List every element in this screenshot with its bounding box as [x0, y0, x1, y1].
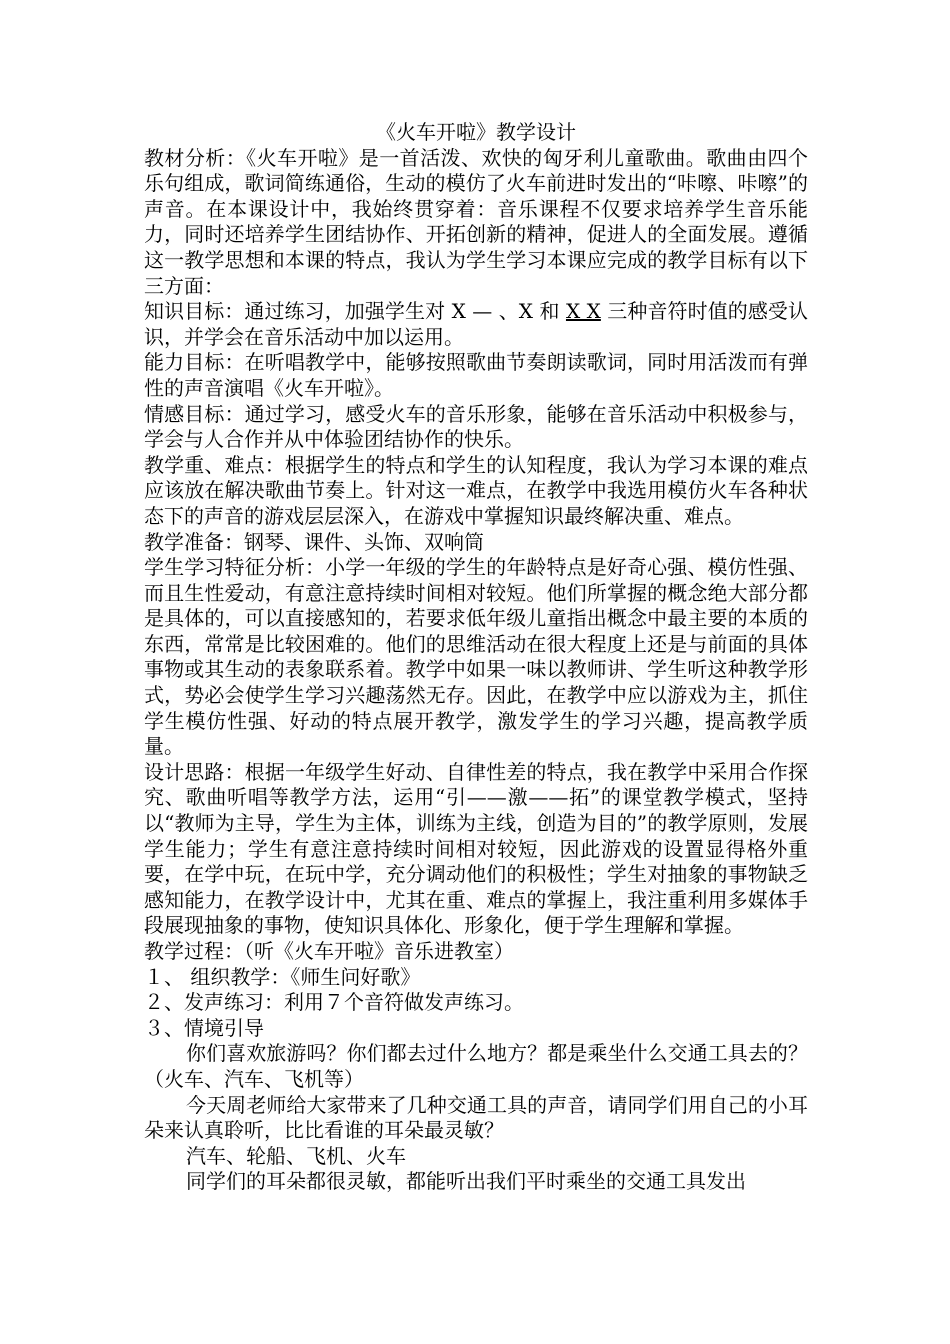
knowledge-goal-suffix: 三种音符时值的感受认识，并学会在音乐活动中加以运用。 — [144, 299, 808, 349]
document-page — [144, 120, 808, 1195]
process-heading: 教学过程：（听《火车开啦》音乐进教室） — [144, 939, 514, 963]
ability-goal-paragraph: 能力目标：在听唱教学中，能够按照歌曲节奏朗读歌词，同时用活泼而有弹性的声音演唱《火车开啦》。 — [144, 350, 808, 400]
process-step-3: ３、情境引导 — [144, 1015, 264, 1040]
knowledge-goal-paragraph — [144, 299, 808, 350]
ears-paragraph: 同学们的耳朵都很灵敏，都能听出我们平时乘坐的交通工具发出 — [186, 1169, 746, 1194]
knowledge-goal-prefix: 知识目标：通过练习，加强学生对 X — 、X 和 — [144, 299, 566, 324]
preparation-paragraph: 教学准备：钢琴、课件、头饰、双响筒 — [144, 529, 484, 554]
question-listen-paragraph: 今天周老师给大家带来了几种交通工具的声音，请同学们用自己的小耳朵来认真聆听，比比看谁的耳朵最灵敏？ — [144, 1092, 808, 1143]
analysis-paragraph: 教材分析：《火车开啦》是一首活泼、欢快的匈牙利儿童歌曲。歌曲由四个乐句组成，歌词简练通俗，生动的模仿了火车前进时发出的“咔嚓、咔嚓”的声音。在本课设计中，我始终贯穿着：音乐课程不仅要求培养学生音乐能力，同时还培养学生团结协作、开拓创新的精神，促进人的全面发展。遵循这一教学思想和本课的特点，我认为学生学习本课应完成的教学目标有以下三方面： — [144, 145, 808, 298]
question-travel-paragraph: 你们喜欢旅游吗？你们都去过什么地方？都是乘坐什么交通工具去的？（火车、汽车、飞机等） — [144, 1041, 808, 1091]
learner-analysis-paragraph: 学生学习特征分析：小学一年级的学生的年龄特点是好奇心强、模仿性强、而且生性爱动，有意注意持续时间相对较短。他们所掌握的概念绝大部分都是具体的，可以直接感知的，若要求低年级儿童指出概念中最主要的本质的东西，常常是比较困难的。他们的思维活动在很大程度上还是与前面的具体事物或其生动的表象联系着。教学中如果一味以教师讲、学生听这种教学形式，势必会使学生学习兴趣荡然无存。因此，在教学中应以游戏为主，抓住学生模仿性强、好动的特点展开教学，激发学生的学习兴趣，提高教学质量。 — [144, 555, 808, 759]
process-step-2: ２、发声练习：利用７个音符做发声练习。 — [144, 990, 524, 1015]
key-points-paragraph: 教学重、难点：根据学生的特点和学生的认知程度，我认为学习本课的难点应该放在解决歌曲节奏上。针对这一难点，在教学中我选用模仿火车各种状态下的声音的游戏层层深入，在游戏中掌握知识最终解决重、难点。 — [144, 452, 808, 528]
document-title: 《火车开啦》教学设计 — [376, 120, 576, 144]
emotion-goal-paragraph: 情感目标：通过学习，感受火车的音乐形象，能够在音乐活动中积极参与，学会与人合作并从中体验团结协作的快乐。 — [144, 401, 808, 452]
note-symbol-underlined: X X — [565, 299, 601, 324]
design-idea-paragraph: 设计思路：根据一年级学生好动、自律性差的特点，我在教学中采用合作探究、歌曲听唱等教学方法，运用“引——激——拓”的课堂教学模式，坚持以“教师为主导，学生为主体，训练为主线，创造为目的”的教学原则，发展学生能力；学生有意注意持续时间相对较短，因此游戏的设置显得格外重要，在学中玩，在玩中学，充分调动他们的积极性；学生对抽象的事物缺乏感知能力，在教学设计中，尤其在重、难点的掌握上，我注重利用多媒体手段展现抽象的事物，使知识具体化、形象化，便于学生理解和掌握。 — [144, 759, 808, 938]
sounds-list-paragraph: 汽车、轮船、飞机、火车 — [186, 1143, 406, 1168]
process-step-1: １、 组织教学：《师生问好歌》 — [144, 964, 421, 989]
